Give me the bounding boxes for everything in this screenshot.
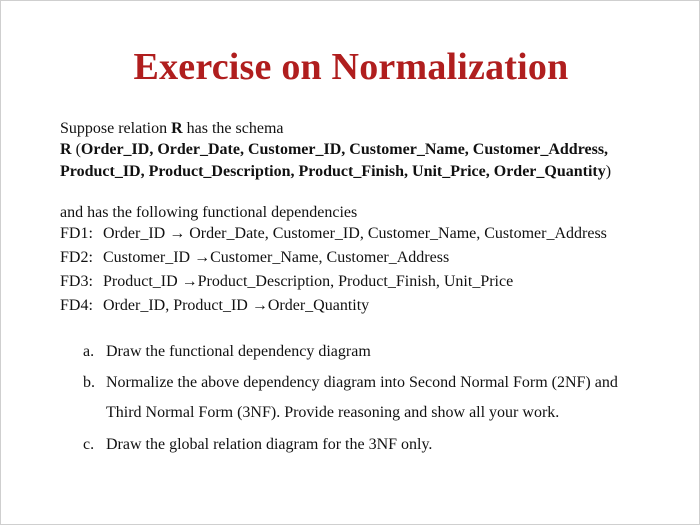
fd-text: Order_ID → Order_Date, Customer_ID, Customer_Name, Customer_Address (103, 225, 607, 242)
fd-text: Product_ID →Product_Description, Product_Finish, Unit_Price (103, 273, 514, 290)
fd-intro: and has the following functional dependencies (60, 204, 358, 221)
task-letter: a. (83, 343, 95, 360)
task-item (83, 343, 371, 361)
task-letter: b. (83, 374, 95, 391)
fd-row (60, 225, 607, 243)
schema-name: R (60, 141, 72, 158)
task-item (83, 436, 432, 454)
task-item (83, 374, 618, 392)
fd-label: FD1: (60, 225, 93, 242)
fd-text: Order_ID, Product_ID →Order_Quantity (103, 297, 370, 314)
task-text-continuation: Third Normal Form (3NF). Provide reasoning and show all your work. (106, 404, 560, 421)
intro-line (60, 120, 284, 138)
schema-line-2 (60, 163, 611, 181)
fd-row (60, 249, 449, 267)
fd-label: FD2: (60, 249, 93, 266)
schema-close: ) (605, 163, 612, 180)
fd-row (60, 297, 369, 315)
schema-line-1 (60, 141, 608, 159)
intro-prefix: Suppose relation (60, 120, 172, 137)
task-text: Normalize the above dependency diagram into Second Normal Form (2NF) and (106, 374, 618, 391)
fd-text: Customer_ID →Customer_Name, Customer_Address (103, 249, 450, 266)
schema-open: ( (71, 141, 81, 158)
fd-row (60, 273, 513, 291)
task-letter: c. (83, 436, 95, 453)
fd-label: FD4: (60, 297, 93, 314)
task-text: Draw the functional dependency diagram (106, 343, 371, 360)
task-text: Draw the global relation diagram for the 3NF only. (106, 436, 433, 453)
intro-suffix: has the schema (182, 120, 284, 137)
schema-attrs-2: Product_ID, Product_Description, Product_Finish, Unit_Price, Order_Quantity (60, 163, 606, 180)
schema-attrs-1: Order_ID, Order_Date, Customer_ID, Customer_Name, Customer_Address, (80, 141, 609, 158)
intro-relation: R (171, 120, 183, 137)
fd-label: FD3: (60, 273, 93, 290)
slide-title: Exercise on Normalization (133, 46, 569, 88)
task-item-continuation (83, 404, 559, 422)
